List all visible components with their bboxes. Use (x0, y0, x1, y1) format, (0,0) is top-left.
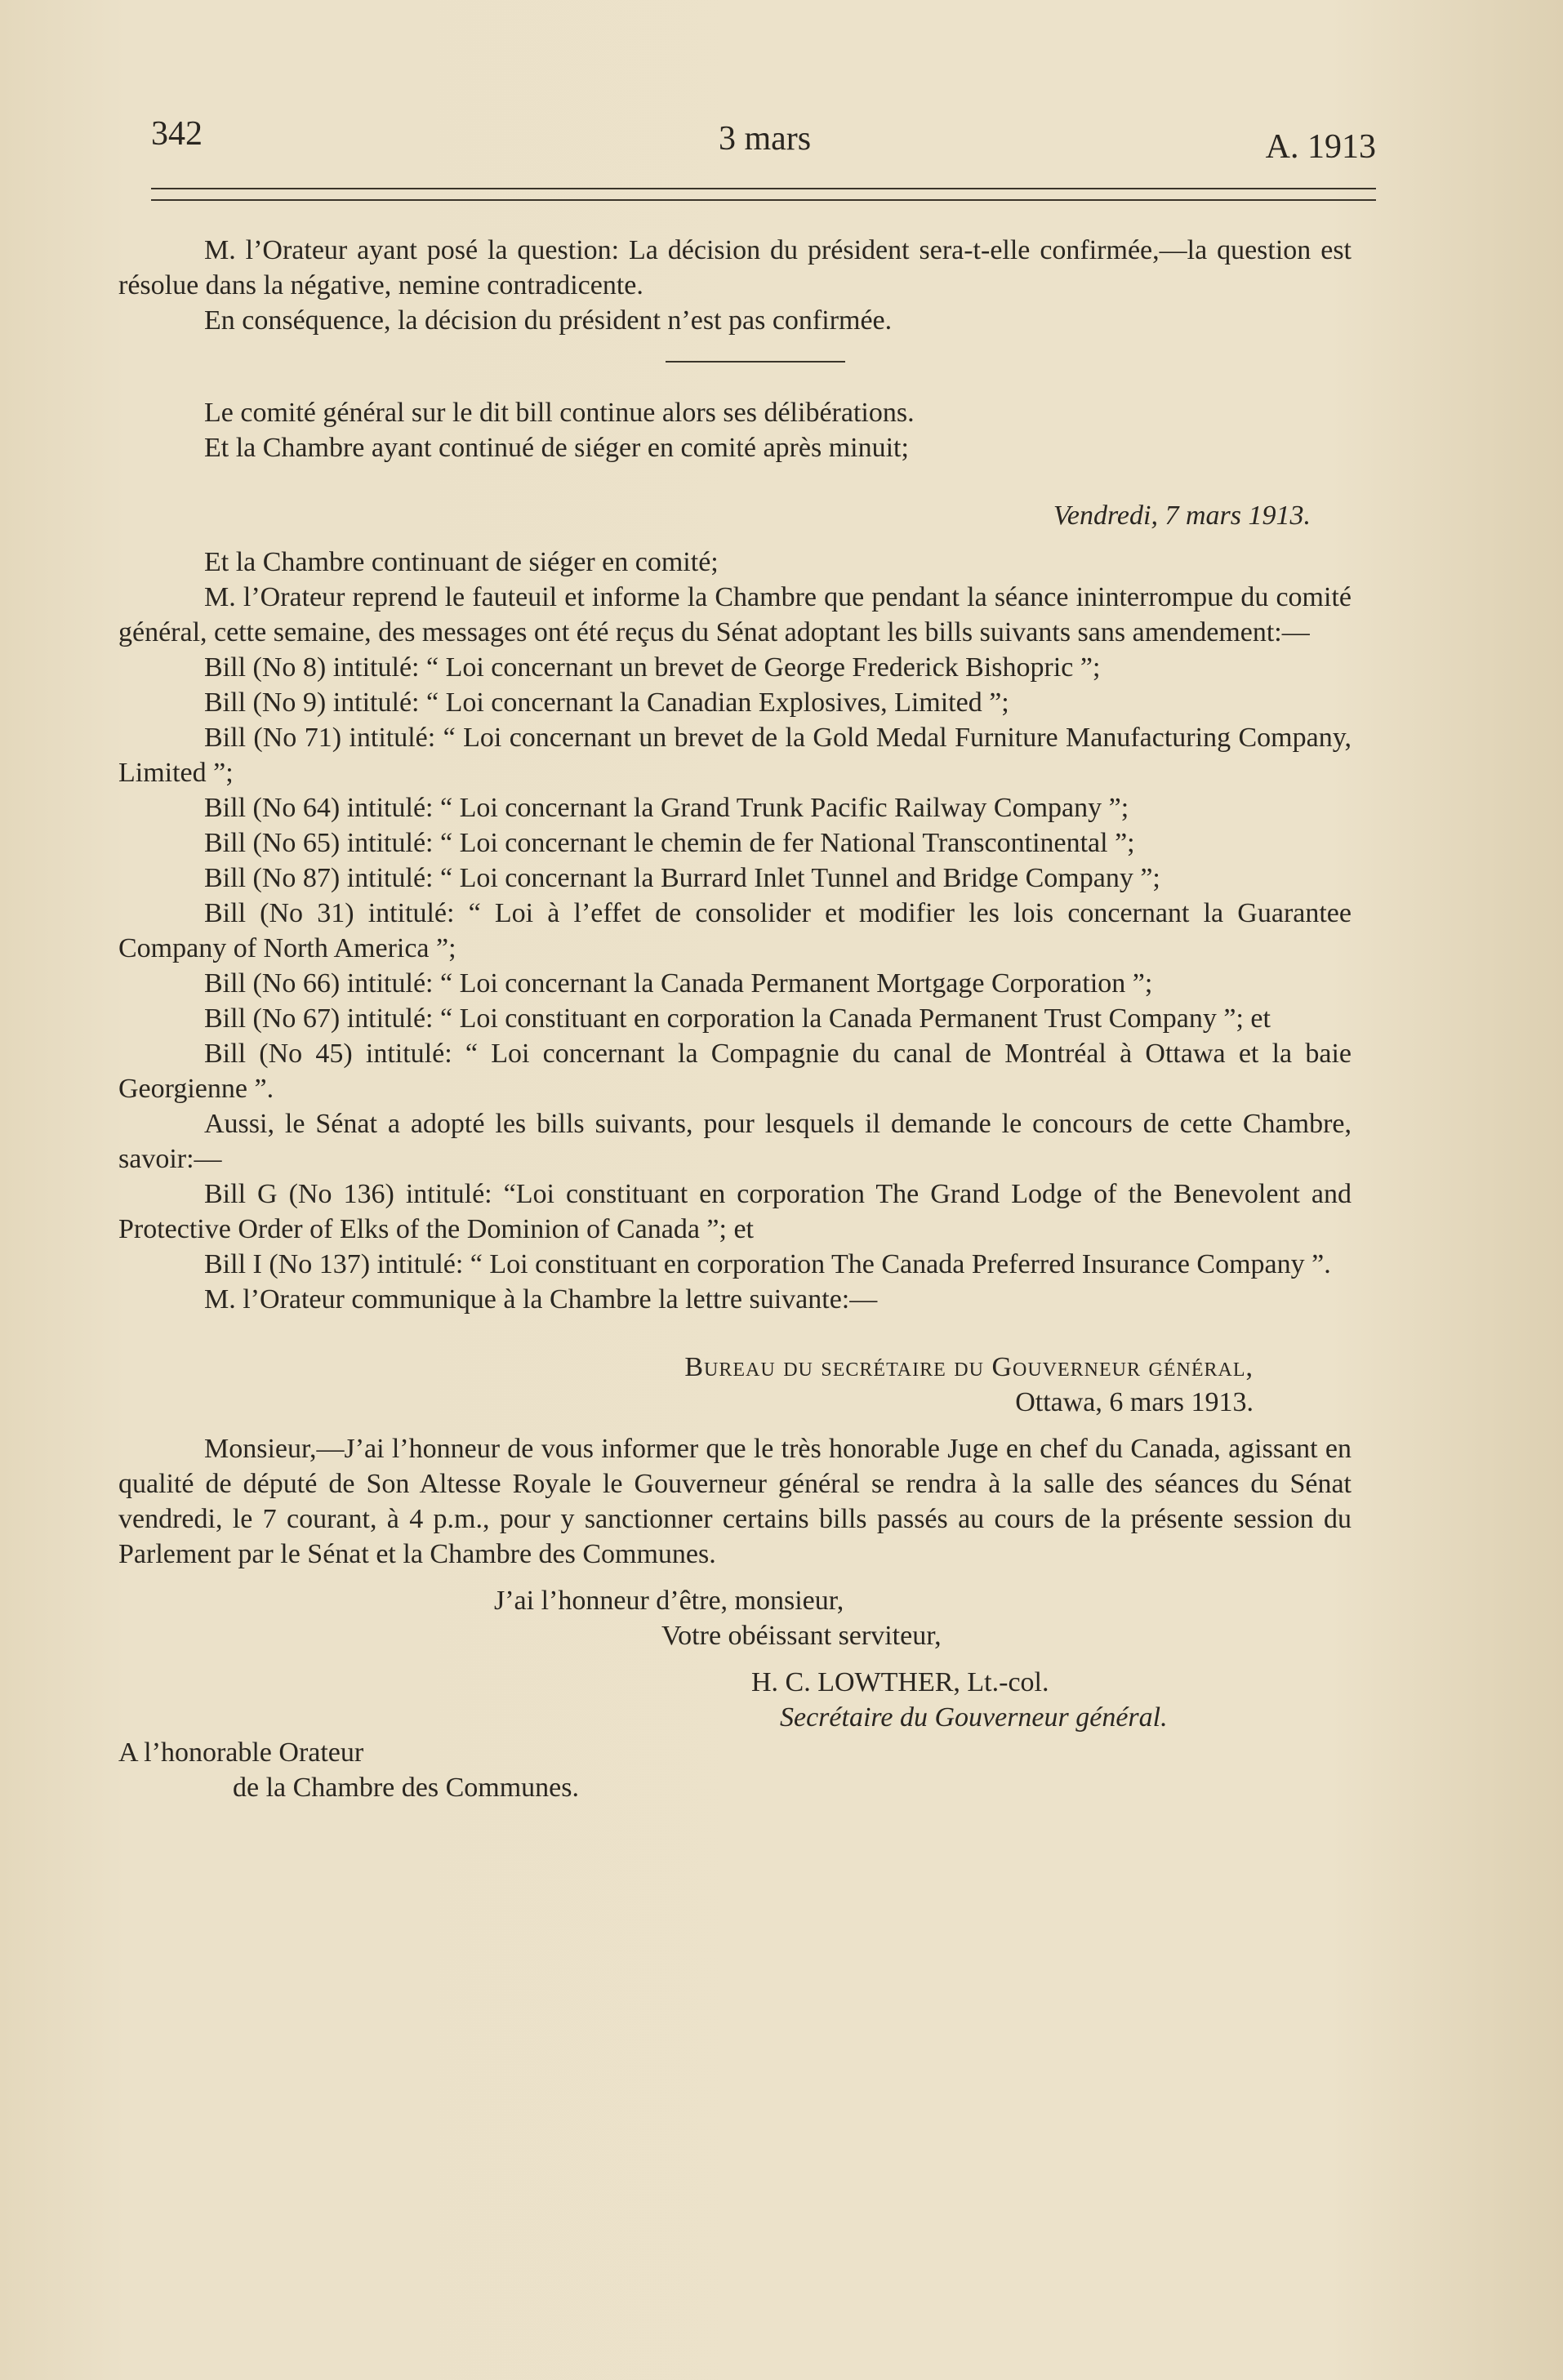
bill-item: Bill (No 9) intitulé: “ Loi concernant la Canadian Explosives, Limited ”; (204, 687, 1009, 718)
header-rule (151, 188, 1376, 201)
header-year: A. 1913 (1265, 128, 1376, 166)
page-number: 342 (151, 115, 203, 153)
paragraph: Et la Chambre ayant continué de siéger en comité après minuit; (204, 433, 909, 463)
bill-item: Bill (No 64) intitulé: “ Loi concernant la Grand Trunk Pacific Railway Company ”; (204, 793, 1129, 823)
bill-item: Bill G (No 136) intitulé: “Loi constituant en corporation The Grand Lodge of the Benevolent and Protective Order of Elks of the Dominion of Canada ”; et (118, 1179, 1351, 1244)
paragraph: En conséquence, la décision du président n’est pas confirmée. (204, 305, 893, 336)
letter-addressee: de la Chambre des Communes. (233, 1773, 579, 1803)
header-date: 3 mars (719, 120, 812, 158)
paragraph: Et la Chambre continuant de siéger en comité; (204, 547, 719, 577)
document-body (118, 233, 1351, 1805)
bill-item: Bill I (No 137) intitulé: “ Loi constituant en corporation The Canada Preferred Insurance Company ”. (204, 1249, 1331, 1279)
bill-item: Bill (No 65) intitulé: “ Loi concernant le chemin de fer National Transcontinental ”; (204, 828, 1135, 858)
letter-office: Bureau du secrétaire du Gouverneur général, (684, 1352, 1254, 1382)
letter-signer: H. C. LOWTHER, Lt.-col. (751, 1667, 1049, 1697)
bill-item: Bill (No 66) intitulé: “ Loi concernant la Canada Permanent Mortgage Corporation ”; (204, 968, 1153, 999)
paragraph: M. l’Orateur reprend le fauteuil et informe la Chambre que pendant la séance ininterrompue du comité général, cette semaine, des messages ont été reçus du Sénat adoptant les bills suivants sans amendement:— (118, 582, 1351, 647)
letter-body: Monsieur,—J’ai l’honneur de vous informer que le très honorable Juge en chef du Canada, agissant en qualité de député de Son Altesse Royale le Gouverneur général se rendra à la salle des séances du Sénat vendredi, le 7 courant, à 4 p.m., pour y sanctionner certains bills passés au cours de la présente session du Parlement par le Sénat et la Chambre des Communes. (118, 1434, 1351, 1569)
bill-item: Bill (No 8) intitulé: “ Loi concernant un brevet de George Frederick Bishopric ”; (204, 652, 1101, 683)
letter-closing: J’ai l’honneur d’être, monsieur, (494, 1586, 844, 1616)
paragraph: M. l’Orateur communique à la Chambre la lettre suivante:— (204, 1284, 878, 1315)
paragraph: M. l’Orateur ayant posé la question: La décision du président sera-t-elle confirmée,—la question est résolue dans la négative, nemine contradicente. (118, 235, 1351, 300)
bill-item: Bill (No 87) intitulé: “ Loi concernant la Burrard Inlet Tunnel and Bridge Company ”; (204, 863, 1160, 893)
bill-item: Bill (No 67) intitulé: “ Loi constituant en corporation la Canada Permanent Trust Company ”; et (204, 1003, 1271, 1034)
page-header (151, 114, 1376, 166)
section-divider (666, 361, 845, 363)
bill-item: Bill (No 71) intitulé: “ Loi concernant un brevet de la Gold Medal Furniture Manufacturing Company, Limited ”; (118, 723, 1351, 788)
letter-signer-title: Secrétaire du Gouverneur général. (780, 1702, 1168, 1733)
bill-item: Bill (No 45) intitulé: “ Loi concernant la Compagnie du canal de Montréal à Ottawa et la baie Georgienne ”. (118, 1039, 1351, 1104)
bill-item: Bill (No 31) intitulé: “ Loi à l’effet de consolider et modifier les lois concernant la Guarantee Company of North America ”; (118, 898, 1351, 963)
letter-place-date: Ottawa, 6 mars 1913. (1015, 1387, 1254, 1417)
letter-addressee: A l’honorable Orateur (118, 1737, 364, 1768)
letter-closing: Votre obéissant serviteur, (661, 1621, 942, 1651)
paragraph: Aussi, le Sénat a adopté les bills suivants, pour lesquels il demande le concours de cette Chambre, savoir:— (118, 1109, 1351, 1174)
paragraph: Le comité général sur le dit bill continue alors ses délibérations. (204, 398, 915, 428)
date-line: Vendredi, 7 mars 1913. (1053, 500, 1311, 531)
